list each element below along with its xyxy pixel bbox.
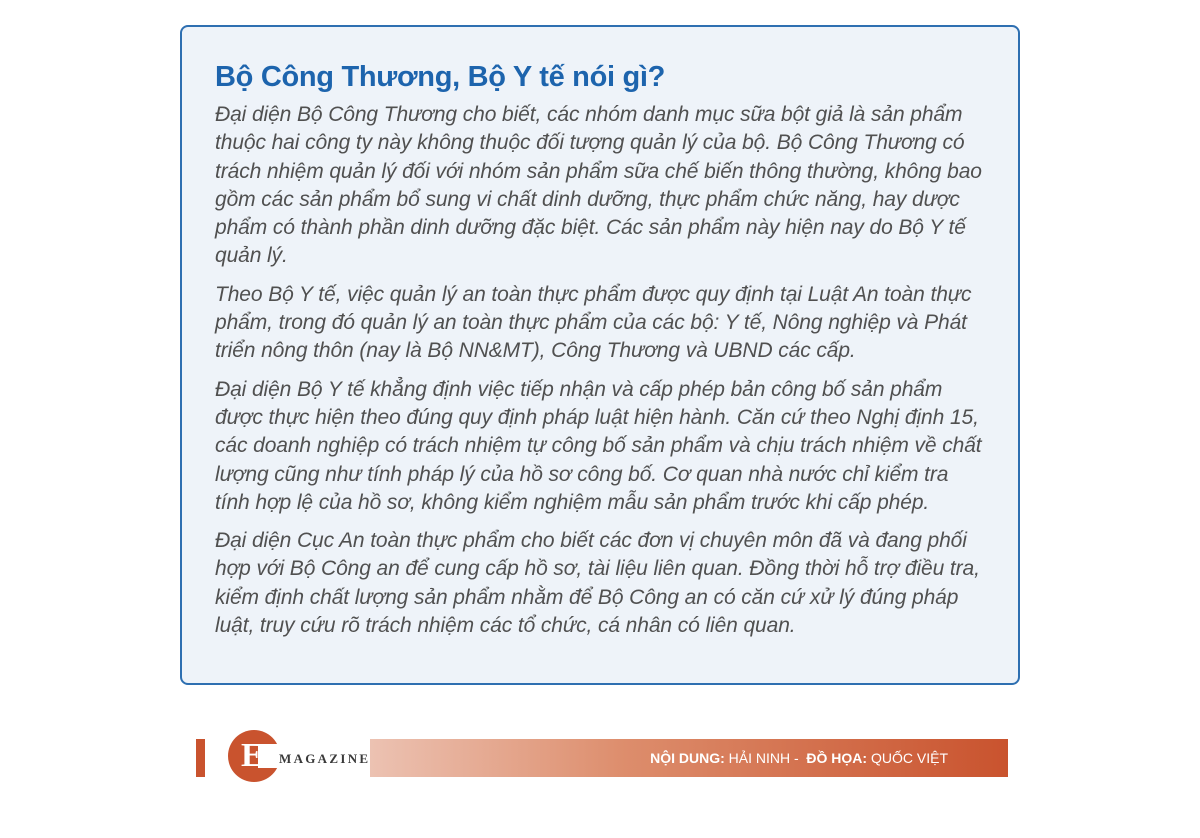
graphics-label: ĐỒ HỌA: bbox=[806, 750, 868, 766]
paragraph-1: Đại diện Bộ Công Thương cho biết, các nhóm danh mục sữa bột giả là sản phẩm thuộc hai công ty này không thuộc đối tượng quản lý của bộ. Bộ Công Thương có trách nhiệm quản lý đối với nhóm sản phẩm sữa chế biến thông thường, không bao gồm các sản phẩm bổ sung vi chất dinh dưỡng, thực phẩm chức năng, hay dược phẩm có thành phần dinh dưỡng đặc biệt. Các sản phẩm này hiện nay do Bộ Y tế quản lý. bbox=[215, 103, 982, 268]
content-label: NỘI DUNG: bbox=[650, 750, 725, 766]
paragraph-4: Đại diện Cục An toàn thực phẩm cho biết các đơn vị chuyên môn đã và đang phối hợp với Bộ Công an để cung cấp hồ sơ, tài liệu liên quan. Đồng thời hỗ trợ điều tra, kiểm định chất lượng sản phẩm nhằm để Bộ Công an có căn cứ xử lý đúng pháp luật, truy cứu rõ trách nhiệm các tổ chức, cá nhân có liên quan. bbox=[215, 529, 980, 638]
emagazine-logo bbox=[228, 730, 371, 782]
logo-letter: E bbox=[241, 737, 264, 774]
paragraph-3: Đại diện Bộ Y tế khẳng định việc tiếp nhận và cấp phép bản công bố sản phẩm được thực hiện theo đúng quy định pháp luật hiện hành. Căn cứ theo Nghị định 15, các doanh nghiệp có trách nhiệm tự công bố sản phẩm và chịu trách nhiệm về chất lượng cũng như tính pháp lý của hồ sơ công bố. Cơ quan nhà nước chỉ kiểm tra tính hợp lệ của hồ sơ, không kiểm nghiệm mẫu sản phẩm trước khi cấp phép. bbox=[215, 377, 982, 514]
graphics-name: QUỐC VIỆT bbox=[870, 750, 948, 766]
credit-bar bbox=[370, 739, 1008, 777]
content-name: HẢI NINH - bbox=[728, 750, 799, 766]
box-title: Bộ Công Thương, Bộ Y tế nói gì? bbox=[215, 61, 666, 93]
paragraph-2: Theo Bộ Y tế, việc quản lý an toàn thực phẩm được quy định tại Luật An toàn thực phẩm, trong đó quản lý an toàn thực phẩm của các bộ: Y tế, Nông nghiệp và Phát triển nông thôn (nay là Bộ NN&MT), Công Thương và UBND các cấp. bbox=[215, 282, 972, 363]
info-box bbox=[180, 25, 1020, 685]
credit-text bbox=[650, 739, 948, 777]
logo-word: MAGAZINE bbox=[279, 751, 371, 766]
footer-accent-bar bbox=[196, 739, 205, 777]
